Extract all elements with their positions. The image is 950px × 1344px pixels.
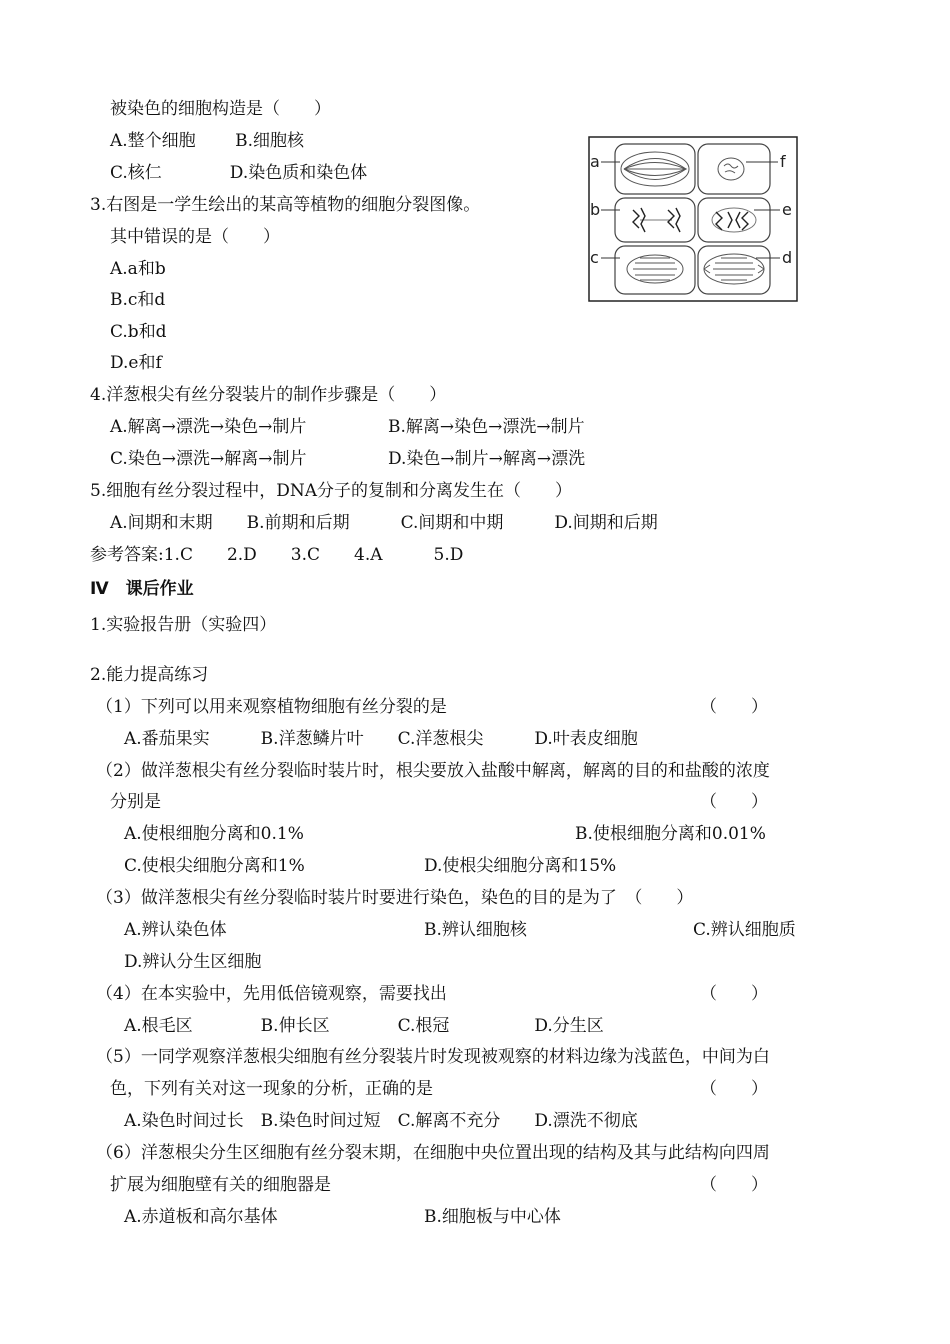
- figure-label-a: a: [590, 152, 600, 171]
- option-b: B.辨认细胞核: [424, 920, 527, 940]
- option-d: D.使根尖细胞分离和15%: [424, 856, 617, 876]
- option-b: B.细胞板与中心体: [424, 1207, 561, 1227]
- cell-division-figure: [588, 136, 798, 302]
- option-d: D.染色→制片→解离→漂洗: [388, 449, 586, 469]
- exercise-2-stem: （2）做洋葱根尖有丝分裂临时装片时，根尖要放入盐酸中解离，解离的目的和盐酸的浓度: [96, 761, 770, 781]
- option-a: A.解离→漂洗→染色→制片: [110, 417, 307, 437]
- answer-blank: （ ）: [700, 984, 768, 1004]
- option-a: A.辨认染色体: [124, 920, 227, 940]
- answer-key: 参考答案:1.C 2.D 3.C 4.A 5.D: [90, 545, 464, 565]
- option-line: A.间期和末期 B.前期和后期 C.间期和中期 D.间期和后期: [110, 513, 658, 533]
- question-3-stem-cont: 其中错误的是（ ）: [110, 227, 280, 247]
- exercise-3-stem: （3）做洋葱根尖有丝分裂临时装片时要进行染色，染色的目的是为了 （ ）: [96, 888, 694, 908]
- option-line: C.核仁 D.染色质和染色体: [110, 163, 368, 183]
- answer-blank: （ ）: [700, 1175, 768, 1195]
- exercise-5-stem: （5）一同学观察洋葱根尖细胞有丝分裂装片时发现被观察的材料边缘为浅蓝色，中间为白: [96, 1047, 770, 1067]
- option-line: A.a和b: [110, 259, 166, 279]
- option-b: B.解离→染色→漂洗→制片: [388, 417, 585, 437]
- question-2-stem: 被染色的细胞构造是（ ）: [110, 99, 331, 119]
- answer-blank: （ ）: [700, 1079, 768, 1099]
- option-line: A.整个细胞 B.细胞核: [110, 131, 304, 151]
- question-3-stem: 3.右图是一学生绘出的某高等植物的细胞分裂图像。: [90, 195, 481, 215]
- exercise-2-stem-cont: 分别是: [110, 792, 161, 812]
- option-line: B.c和d: [110, 290, 166, 310]
- section-heading: Ⅳ 课后作业: [90, 579, 194, 599]
- exercise-1-stem: （1）下列可以用来观察植物细胞有丝分裂的是: [96, 697, 447, 717]
- homework-item-1: 1.实验报告册（实验四）: [90, 615, 277, 635]
- option-c: C.染色→漂洗→解离→制片: [110, 449, 307, 469]
- option-a: A.赤道板和高尔基体: [124, 1207, 278, 1227]
- figure-label-e: e: [782, 200, 792, 219]
- option-line: A.根毛区 B.伸长区 C.根冠 D.分生区: [124, 1016, 604, 1036]
- option-c: C.使根尖细胞分离和1%: [124, 856, 305, 876]
- exercise-5-stem-cont: 色，下列有关对这一现象的分析，正确的是: [110, 1079, 433, 1099]
- option-c: C.辨认细胞质: [693, 920, 796, 940]
- option-a: A.使根细胞分离和0.1%: [124, 824, 304, 844]
- exercise-4-stem: （4）在本实验中，先用低倍镜观察，需要找出: [96, 984, 447, 1004]
- answer-blank: （ ）: [700, 792, 768, 812]
- answer-blank: （ ）: [700, 697, 768, 717]
- figure-label-c: c: [590, 248, 599, 267]
- option-line: A.番茄果实 B.洋葱鳞片叶 C.洋葱根尖 D.叶表皮细胞: [124, 729, 638, 749]
- option-d: D.辨认分生区细胞: [124, 952, 262, 972]
- figure-label-f: f: [780, 152, 786, 171]
- option-line: C.b和d: [110, 322, 167, 342]
- exercise-6-stem: （6）洋葱根尖分生区细胞有丝分裂末期，在细胞中央位置出现的结构及其与此结构向四周: [96, 1143, 770, 1163]
- exercise-6-stem-cont: 扩展为细胞壁有关的细胞器是: [110, 1175, 331, 1195]
- homework-item-2: 2.能力提高练习: [90, 665, 209, 685]
- question-4-stem: 4.洋葱根尖有丝分裂装片的制作步骤是（ ）: [90, 385, 447, 405]
- option-b: B.使根细胞分离和0.01%: [575, 824, 766, 844]
- figure-label-d: d: [782, 248, 793, 267]
- option-line: D.e和f: [110, 353, 162, 373]
- question-5-stem: 5.细胞有丝分裂过程中，DNA分子的复制和分离发生在（ ）: [90, 481, 573, 501]
- cell-d-anaphase: [704, 254, 764, 284]
- figure-label-b: b: [590, 200, 601, 219]
- option-line: A.染色时间过长 B.染色时间过短 C.解离不充分 D.漂洗不彻底: [124, 1111, 638, 1131]
